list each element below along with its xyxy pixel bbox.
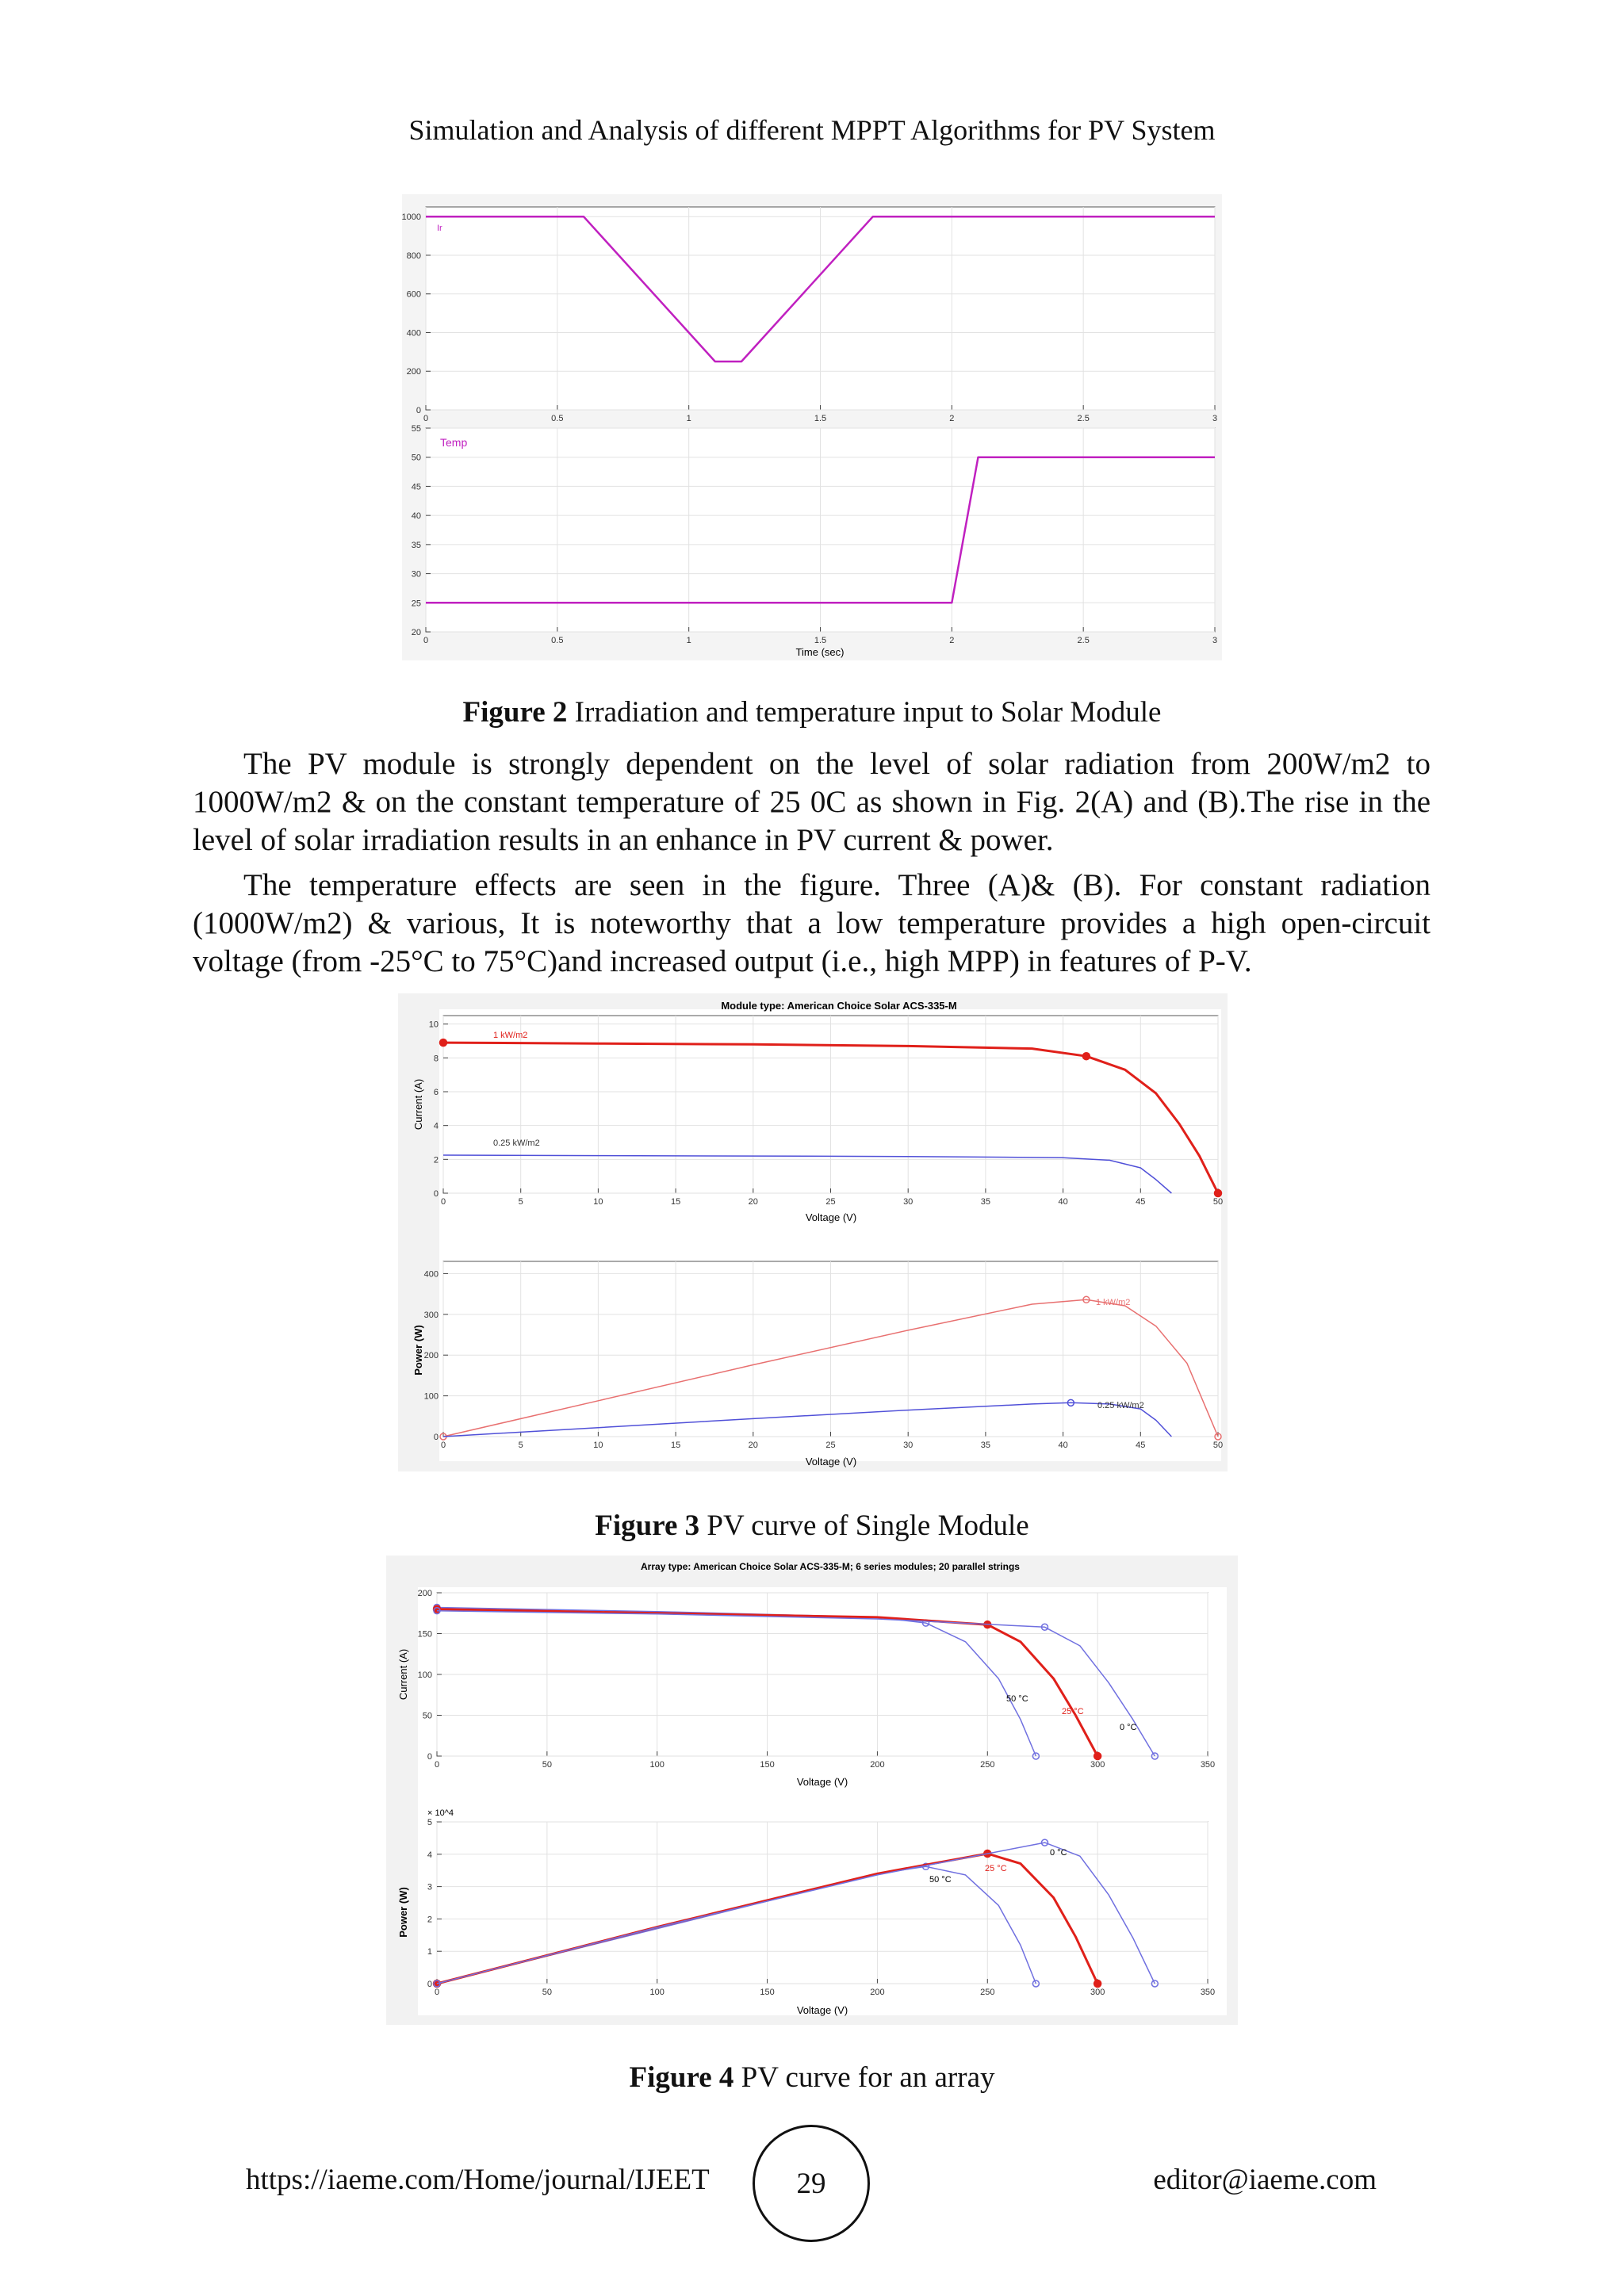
page-number-circle [753, 2125, 870, 2242]
x-tick-label: 45 [1136, 1197, 1146, 1207]
figure-4-caption-text: PV curve for an array [741, 2061, 995, 2094]
fig4-iv-ylabel: Current (A) [397, 1648, 409, 1701]
y-tick-label: 400 [406, 328, 421, 339]
temperature-series-label: Temp [440, 436, 468, 449]
plot-frame [437, 1822, 1208, 1984]
fig4-title: Array type: American Choice Solar ACS-335-M; 6 series modules; 20 parallel strings [641, 1561, 1020, 1572]
y-tick-label: 30 [411, 569, 421, 580]
x-tick-label: 45 [1136, 1441, 1146, 1450]
x-tick-label: 0 [440, 1197, 446, 1207]
figure-3 [398, 993, 1228, 1471]
x-tick-label: 20 [748, 1441, 758, 1450]
x-tick-label: 10 [593, 1441, 603, 1450]
y-tick-label: 10 [428, 1020, 439, 1030]
x-tick-label: 0 [434, 1760, 440, 1770]
x-tick-label: 350 [1200, 1760, 1216, 1770]
figure-4-svg [386, 1556, 1238, 2025]
figure-2-caption-text: Irradiation and temperature input to Solar Module [574, 696, 1162, 729]
figure-3-svg [398, 993, 1228, 1471]
figure-2-caption-label: Figure 2 [462, 696, 568, 729]
y-tick-label: 40 [411, 511, 421, 522]
x-tick-label: 1 [686, 636, 691, 645]
x-tick-label: 40 [1058, 1441, 1068, 1450]
x-tick-label: 2.5 [1077, 414, 1090, 423]
y-tick-label: 400 [423, 1269, 439, 1280]
y-tick-label: 0 [416, 406, 421, 415]
y-tick-label: 0 [433, 1433, 439, 1442]
fig3-iv-annot-1kw: 1 kW/m2 [493, 1031, 528, 1040]
x-tick-label: 350 [1200, 1988, 1216, 1997]
y-tick-label: 300 [423, 1310, 439, 1320]
y-tick-label: 100 [423, 1391, 439, 1402]
figure-4-caption [0, 2061, 1624, 2095]
fig3-pv-chart [424, 1261, 1223, 1450]
y-tick-label: 1 [427, 1947, 432, 1957]
y-tick-label: 800 [406, 251, 421, 261]
y-tick-label: 8 [433, 1054, 439, 1064]
figure-2-svg [402, 194, 1222, 660]
x-tick-label: 35 [980, 1441, 991, 1450]
mpp-marker [1215, 1190, 1222, 1197]
irradiance-series-label: Ir [437, 224, 442, 233]
x-tick-label: 300 [1090, 1988, 1105, 1997]
x-tick-label: 100 [649, 1760, 665, 1770]
figure-4 [386, 1556, 1238, 2025]
x-tick-label: 250 [980, 1760, 995, 1770]
fig3-pv-ylabel: Power (W) [412, 1325, 424, 1376]
fig3-iv-chart [429, 1016, 1223, 1207]
y-tick-label: 0 [427, 1980, 432, 1989]
fig4-pv-annot-50c: 50 °C [929, 1875, 952, 1885]
figure-3-caption-text: PV curve of Single Module [707, 1510, 1029, 1542]
x-tick-label: 0 [423, 636, 429, 645]
fig4-pv-chart [427, 1818, 1215, 1997]
fig4-iv-annot-25c: 25 °C [1062, 1707, 1084, 1716]
x-tick-label: 0.5 [551, 636, 564, 645]
y-tick-label: 25 [411, 599, 421, 609]
fig3-pv-annot-1kw: 1 kW/m2 [1096, 1298, 1131, 1307]
fig4-iv-xlabel: Voltage (V) [796, 1776, 848, 1788]
temperature-chart [412, 424, 1217, 645]
fig3-iv-xlabel: Voltage (V) [805, 1211, 857, 1223]
y-tick-label: 2 [427, 1915, 432, 1925]
fig3-iv-annot-025kw: 0.25 kW/m2 [493, 1138, 540, 1148]
x-tick-label: 25 [825, 1441, 836, 1450]
fig3-title: Module type: American Choice Solar ACS-335-M [721, 1000, 957, 1012]
y-tick-label: 150 [417, 1629, 432, 1640]
x-tick-label: 1.5 [814, 636, 827, 645]
y-tick-label: 3 [427, 1882, 432, 1892]
x-tick-label: 50 [1212, 1441, 1224, 1450]
fig4-iv-annot-50c: 50 °C [1006, 1694, 1028, 1704]
x-tick-label: 20 [748, 1197, 758, 1207]
y-tick-label: 35 [411, 540, 421, 550]
x-tick-label: 0 [440, 1441, 446, 1450]
y-tick-label: 50 [422, 1711, 432, 1721]
paragraph-1: The PV module is strongly dependent on the level of solar radiation from 200W/m2 to 1000W/m2 & on the constant temperature of 25 0C as shown in Fig. 2(A) and (B).The rise in the level of solar irradiation results in an enhance in PV current & power. [193, 747, 1431, 857]
x-tick-label: 200 [870, 1760, 885, 1770]
fig4-pv-multiplier: × 10^4 [427, 1808, 454, 1818]
fig4-iv-annot-0c: 0 °C [1120, 1723, 1137, 1732]
x-tick-label: 0 [434, 1988, 440, 1997]
x-tick-label: 200 [870, 1988, 885, 1997]
paragraph-2: The temperature effects are seen in the figure. Three (A)& (B). For constant radiation (1000W/m2) & various, It is noteworthy that a low temperature provides a high open-circuit voltage (from -25°C to 75°C)and increased output (i.e., high MPP) in features of P-V. [193, 868, 1431, 978]
figure-4-caption-label: Figure 4 [629, 2061, 734, 2094]
x-tick-label: 250 [980, 1988, 995, 1997]
fig4-pv-xlabel: Voltage (V) [796, 2004, 848, 2016]
fig4-iv-chart [418, 1589, 1216, 1770]
x-tick-label: 150 [760, 1760, 775, 1770]
mpp-marker [1094, 1753, 1101, 1760]
x-tick-label: 3 [1212, 636, 1218, 645]
x-tick-label: 5 [518, 1197, 523, 1207]
fig2-x-axis-label: Time (sec) [795, 646, 845, 658]
x-tick-label: 50 [542, 1988, 552, 1997]
y-tick-label: 200 [423, 1351, 439, 1361]
y-tick-label: 2 [433, 1155, 439, 1165]
fig3-iv-ylabel: Current (A) [412, 1078, 424, 1131]
x-tick-label: 30 [903, 1441, 914, 1450]
y-tick-label: 20 [411, 628, 421, 637]
x-tick-label: 15 [670, 1197, 681, 1207]
x-tick-label: 2 [949, 414, 955, 423]
x-tick-label: 1 [686, 414, 691, 423]
y-tick-label: 4 [433, 1121, 439, 1131]
mpp-marker [1082, 1053, 1090, 1060]
x-tick-label: 2.5 [1077, 636, 1090, 645]
running-header: Simulation and Analysis of different MPPT Algorithms for PV System [408, 114, 1216, 146]
x-tick-label: 30 [903, 1197, 914, 1207]
fig3-pv-annot-025kw: 0.25 kW/m2 [1097, 1401, 1144, 1410]
y-tick-label: 0 [427, 1752, 432, 1762]
y-tick-label: 50 [411, 453, 421, 463]
page-number: 29 [796, 2167, 826, 2200]
fig3-pv-xlabel: Voltage (V) [805, 1456, 857, 1468]
y-tick-label: 5 [427, 1818, 432, 1827]
y-tick-label: 6 [433, 1088, 439, 1097]
irradiance-chart [402, 207, 1217, 423]
x-tick-label: 1.5 [814, 414, 827, 423]
x-tick-label: 35 [980, 1197, 991, 1207]
x-tick-label: 40 [1058, 1197, 1068, 1207]
y-tick-label: 100 [417, 1670, 432, 1680]
y-tick-label: 200 [406, 367, 421, 377]
x-tick-label: 2 [949, 636, 955, 645]
x-tick-label: 100 [649, 1988, 665, 1997]
y-tick-label: 200 [417, 1589, 432, 1598]
figure-2-caption [0, 695, 1624, 729]
figure-3-caption-label: Figure 3 [595, 1510, 700, 1542]
fig4-pv-annot-0c: 0 °C [1050, 1848, 1067, 1858]
footer-url[interactable]: https://iaeme.com/Home/journal/IJEET [246, 2164, 710, 2196]
x-tick-label: 150 [760, 1988, 775, 1997]
x-tick-label: 0.5 [551, 414, 564, 423]
y-tick-label: 45 [411, 482, 421, 492]
figure-2 [402, 194, 1222, 660]
y-tick-label: 55 [411, 424, 421, 434]
figure-3-caption [0, 1509, 1624, 1543]
y-tick-label: 600 [406, 289, 421, 300]
x-tick-label: 10 [593, 1197, 603, 1207]
fig4-pv-ylabel: Power (W) [397, 1887, 409, 1938]
x-tick-label: 300 [1090, 1760, 1105, 1770]
x-tick-label: 50 [542, 1760, 552, 1770]
y-tick-label: 1000 [402, 212, 421, 223]
fig4-pv-annot-25c: 25 °C [985, 1864, 1007, 1873]
y-tick-label: 0 [433, 1189, 439, 1199]
mpp-marker [440, 1039, 447, 1047]
x-tick-label: 3 [1212, 414, 1218, 423]
footer-email[interactable]: editor@iaeme.com [1153, 2164, 1377, 2196]
x-tick-label: 0 [423, 414, 429, 423]
x-tick-label: 25 [825, 1197, 836, 1207]
x-tick-label: 5 [518, 1441, 523, 1450]
x-tick-label: 15 [670, 1441, 681, 1450]
mpp-marker [1094, 1980, 1101, 1988]
x-tick-label: 50 [1212, 1197, 1224, 1207]
y-tick-label: 4 [427, 1850, 432, 1860]
